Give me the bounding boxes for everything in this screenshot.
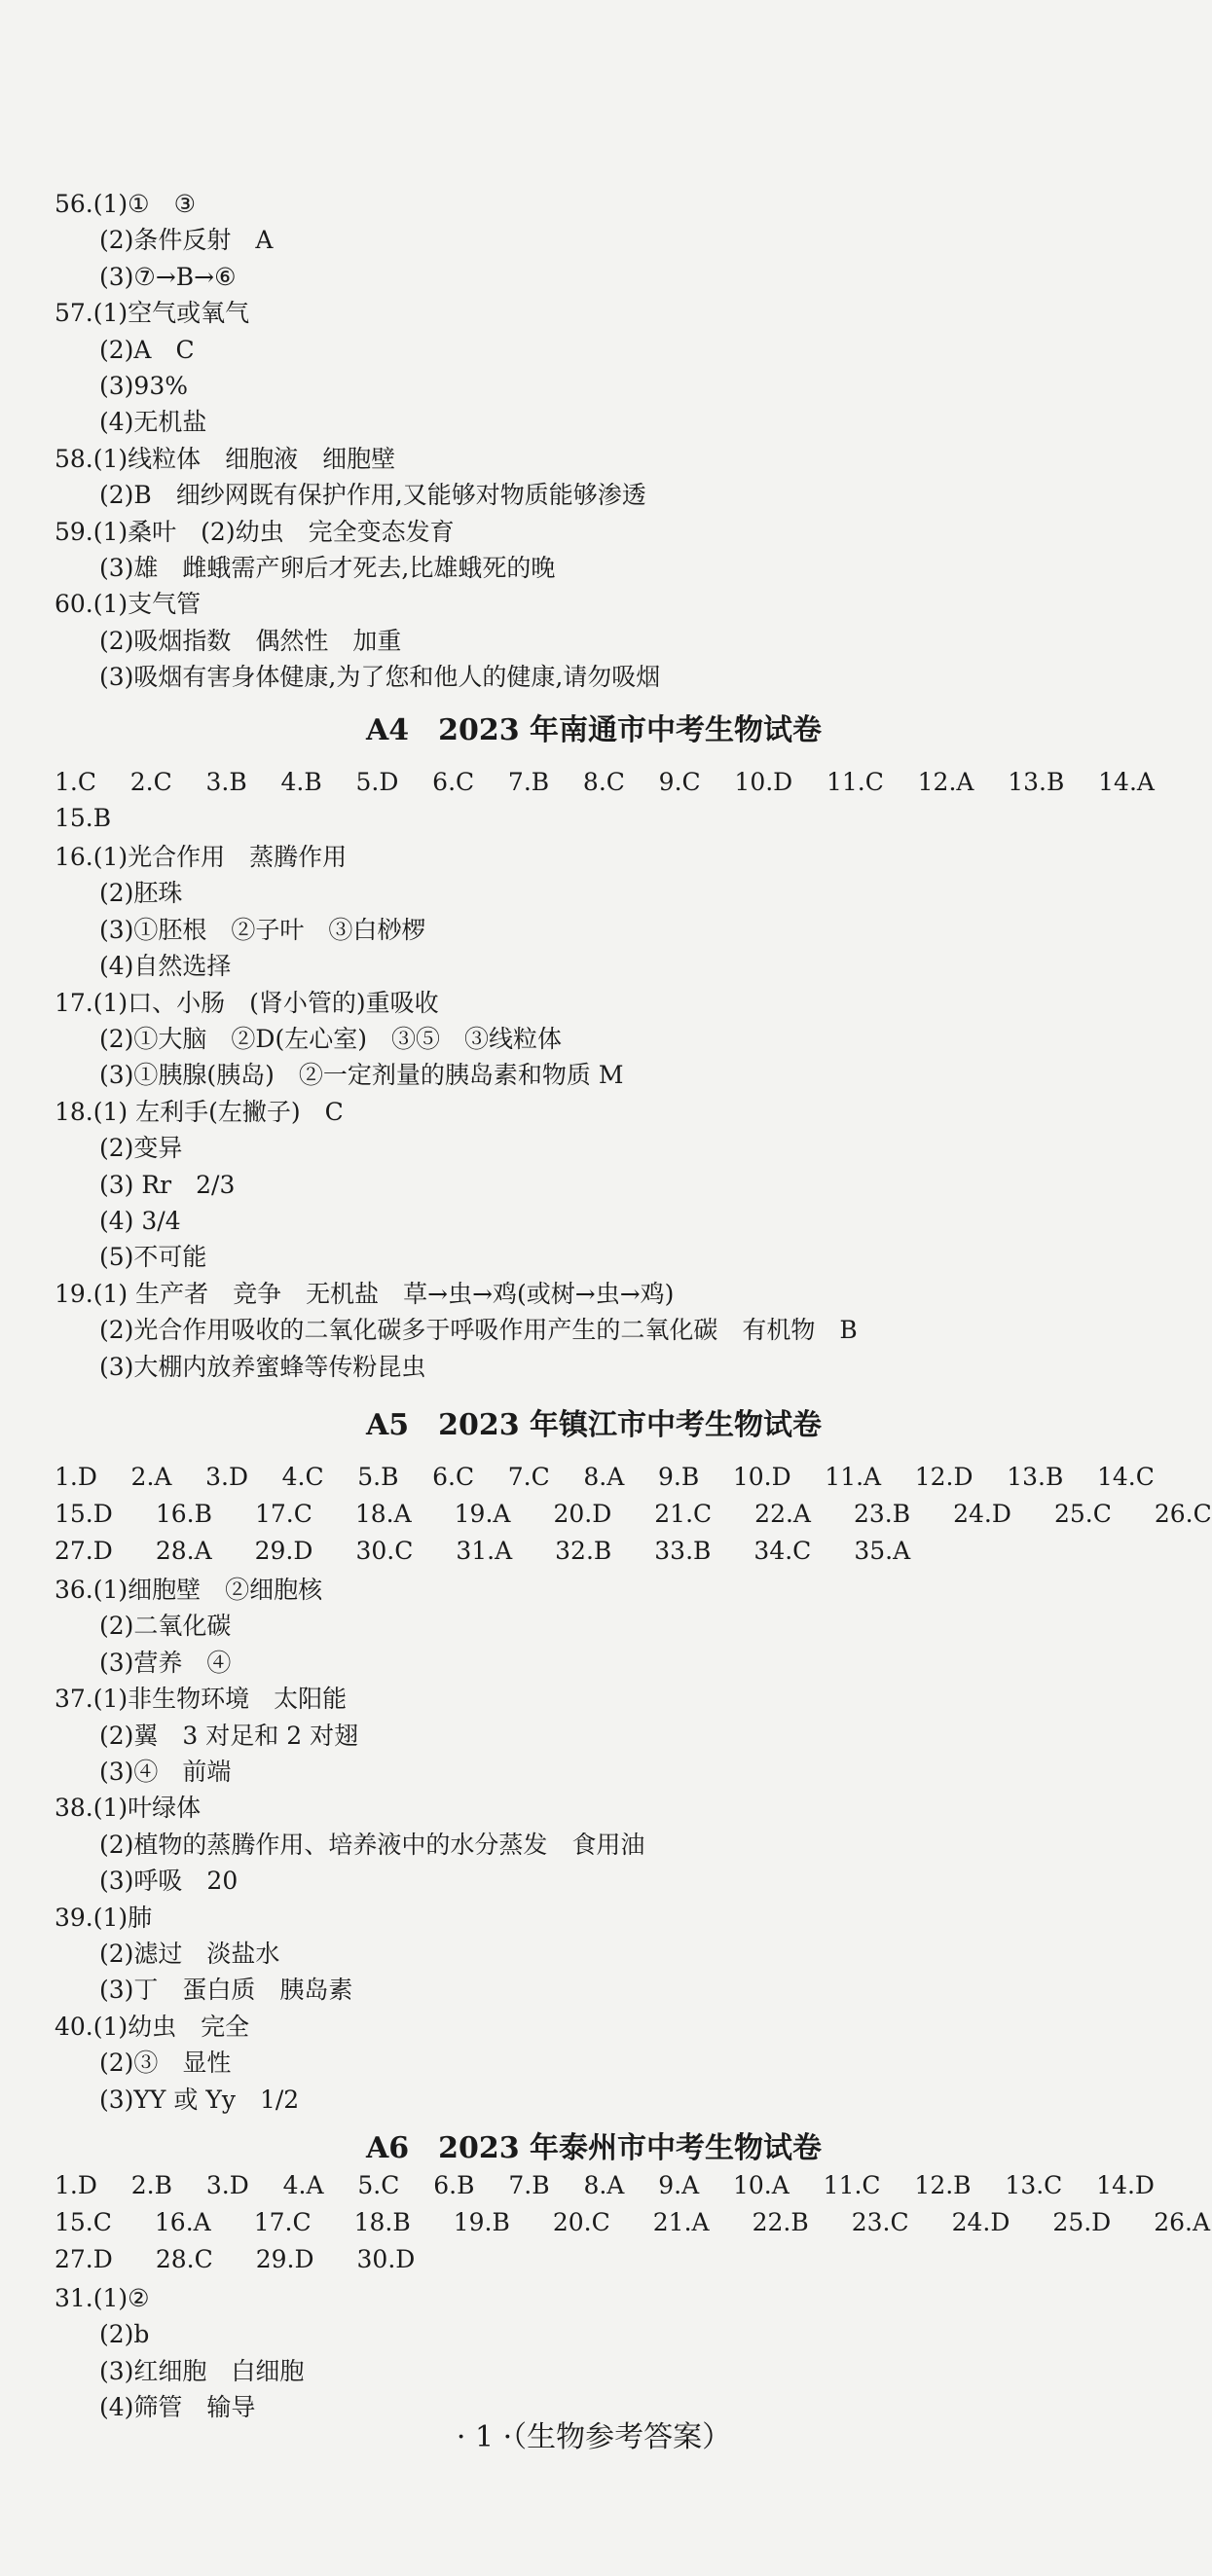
answer-line: (2)二氧化碳	[99, 1612, 232, 1640]
answer-line: (2)B 细纱网既有保护作用,又能够对物质能够渗透	[99, 481, 646, 509]
choice-answer: 15.C	[55, 2208, 112, 2236]
answer-line: (3)④ 前端	[99, 1758, 232, 1786]
choice-answer: 28.A	[155, 1537, 212, 1565]
answer-line: 58.(1)线粒体 细胞液 细胞壁	[55, 445, 396, 473]
choice-answer: 7.B	[507, 768, 550, 796]
choice-answer: 9.A	[658, 2171, 700, 2199]
choice-answer: 24.D	[951, 2208, 1010, 2236]
nantong-choice-row	[55, 801, 1155, 836]
choice-answer: 1.C	[55, 768, 96, 796]
choice-answer: 35.A	[854, 1537, 911, 1565]
taizhou-choice-row	[55, 2168, 1155, 2203]
answer-line: 31.(1)②	[55, 2284, 150, 2312]
choice-answer: 24.D	[953, 1500, 1011, 1528]
choice-answer: 33.B	[654, 1537, 712, 1565]
choice-answer: 23.B	[853, 1500, 911, 1528]
taizhou-choice-row	[55, 2205, 1211, 2240]
choice-answer: 3.D	[205, 2171, 249, 2199]
choice-answer: 3.D	[205, 1463, 249, 1491]
answer-line: 40.(1)幼虫 完全	[55, 2013, 250, 2041]
section-heading-taizhou: A6 2023 年泰州市中考生物试卷	[365, 2131, 823, 2165]
choice-answer: 34.C	[753, 1537, 812, 1565]
choice-answer: 19.B	[453, 2208, 510, 2236]
answer-line: 17.(1)口、小肠 (肾小管的)重吸收	[55, 989, 439, 1017]
answer-line: (4)无机盐	[99, 408, 207, 436]
choice-answer: 19.A	[454, 1500, 511, 1528]
answer-line: 36.(1)细胞壁 ②细胞核	[55, 1576, 323, 1604]
choice-answer: 16.B	[155, 1500, 212, 1528]
answer-line: (5)不可能	[99, 1243, 207, 1271]
choice-answer: 4.B	[280, 768, 322, 796]
answer-line: (3)丁 蛋白质 胰岛素	[99, 1976, 353, 2004]
choice-answer: 6.B	[433, 2171, 475, 2199]
answer-line: (3)①胚根 ②子叶 ③白桫椤	[99, 916, 426, 944]
choice-answer: 16.A	[154, 2208, 211, 2236]
choice-answer: 14.C	[1096, 1463, 1155, 1491]
answer-line: (2)③ 显性	[99, 2049, 232, 2077]
zhenjiang-choice-row	[55, 1460, 1155, 1495]
answer-line: (3)吸烟有害身体健康,为了您和他人的健康,请勿吸烟	[99, 663, 661, 691]
choice-answer: 10.D	[734, 768, 793, 796]
choice-answer: 12.D	[914, 1463, 973, 1491]
choice-answer: 5.B	[357, 1463, 399, 1491]
answer-line: 16.(1)光合作用 蒸腾作用	[55, 843, 348, 871]
answer-line: (4) 3/4	[99, 1207, 181, 1235]
answer-line: (3)雄 雌蛾需产卵后才死去,比雄蛾死的晚	[99, 554, 556, 582]
choice-answer: 13.C	[1005, 2171, 1063, 2199]
choice-answer: 14.A	[1098, 768, 1155, 796]
choice-answer: 27.D	[55, 2245, 113, 2273]
answer-line: 37.(1)非生物环境 太阳能	[55, 1685, 348, 1713]
section-heading-zhenjiang: A5 2023 年镇江市中考生物试卷	[365, 1408, 823, 1442]
choice-answer: 15.D	[55, 1500, 113, 1528]
choice-answer: 1.D	[55, 1463, 97, 1491]
answer-line: 60.(1)支气管	[55, 590, 202, 618]
choice-answer: 4.A	[282, 2171, 324, 2199]
choice-answer: 17.C	[254, 1500, 312, 1528]
choice-answer: 11.A	[825, 1463, 882, 1491]
answer-line: 57.(1)空气或氧气	[55, 299, 250, 327]
answer-line: (2)条件反射 A	[99, 226, 274, 254]
answer-line: (2)光合作用吸收的二氧化碳多于呼吸作用产生的二氧化碳 有机物 B	[99, 1316, 858, 1344]
choice-answer: 2.C	[129, 768, 172, 796]
answer-line: 39.(1)肺	[55, 1904, 153, 1932]
answer-line: (3)①胰腺(胰岛) ②一定剂量的胰岛素和物质 M	[99, 1061, 624, 1089]
choice-answer: 8.A	[583, 2171, 625, 2199]
choice-answer: 13.B	[1008, 768, 1065, 796]
choice-answer: 22.B	[752, 2208, 809, 2236]
choice-answer: 4.C	[281, 1463, 324, 1491]
choice-answer: 1.D	[55, 2171, 97, 2199]
choice-answer: 29.D	[255, 2245, 314, 2273]
choice-answer: 10.D	[732, 1463, 791, 1491]
answer-line: (2)植物的蒸腾作用、培养液中的水分蒸发 食用油	[99, 1831, 645, 1859]
taizhou-choice-row	[55, 2242, 1155, 2277]
zhenjiang-choice-row	[55, 1497, 1212, 1532]
choice-answer: 3.B	[205, 768, 247, 796]
choice-answer: 7.C	[507, 1463, 550, 1491]
choice-answer: 6.C	[432, 1463, 475, 1491]
choice-answer: 9.C	[658, 768, 701, 796]
choice-answer: 28.C	[155, 2245, 213, 2273]
answer-line: (3)YY 或 Yy 1/2	[99, 2086, 300, 2114]
choice-answer: 13.B	[1007, 1463, 1064, 1491]
answer-line: (4)筛管 输导	[99, 2393, 256, 2421]
choice-answer: 29.D	[254, 1537, 313, 1565]
answer-line: (4)自然选择	[99, 952, 232, 980]
choice-answer: 20.D	[553, 1500, 612, 1528]
choice-answer: 9.B	[657, 1463, 700, 1491]
choice-answer: 8.C	[582, 768, 625, 796]
answer-line: (3)营养 ④	[99, 1649, 232, 1677]
zhenjiang-choice-row	[55, 1534, 1155, 1569]
choice-answer: 18.A	[354, 1500, 412, 1528]
answer-line: 18.(1) 左利手(左撇子) C	[55, 1098, 344, 1126]
answer-line: (2)变异	[99, 1134, 183, 1162]
answer-line: (2)A C	[99, 336, 195, 364]
answer-line: (3)⑦→B→⑥	[99, 263, 237, 291]
answer-line: 56.(1)① ③	[55, 190, 196, 218]
choice-answer: 32.B	[555, 1537, 612, 1565]
answer-line: 59.(1)桑叶 (2)幼虫 完全变态发育	[55, 518, 455, 546]
choice-answer: 30.C	[355, 1537, 414, 1565]
answer-line: (3)呼吸 20	[99, 1867, 239, 1895]
answer-line: (2)b	[99, 2320, 150, 2348]
answer-line: (2)滤过 淡盐水	[99, 1940, 280, 1968]
choice-answer: 5.D	[355, 768, 399, 796]
choice-answer: 10.A	[733, 2171, 790, 2199]
choice-answer: 21.A	[652, 2208, 710, 2236]
choice-answer: 2.B	[130, 2171, 172, 2199]
choice-answer: 11.C	[823, 2171, 881, 2199]
choice-answer: 11.C	[826, 768, 884, 796]
choice-answer: 6.C	[432, 768, 475, 796]
choice-answer: 30.D	[356, 2245, 416, 2273]
choice-answer: 14.D	[1096, 2171, 1155, 2199]
answer-line: (2)胚珠	[99, 879, 183, 907]
nantong-choice-row	[55, 765, 1155, 800]
page-footer: · 1 ·（生物参考答案）	[456, 2420, 732, 2454]
choice-answer: 8.A	[583, 1463, 625, 1491]
choice-answer: 18.B	[353, 2208, 411, 2236]
choice-answer: 25.D	[1052, 2208, 1112, 2236]
choice-answer: 22.A	[754, 1500, 811, 1528]
choice-answer: 23.C	[851, 2208, 909, 2236]
answer-line: (2)翼 3 对足和 2 对翅	[99, 1722, 359, 1750]
choice-answer: 20.C	[552, 2208, 610, 2236]
answer-line: 38.(1)叶绿体	[55, 1794, 202, 1822]
choice-answer: 26.C	[1154, 1500, 1212, 1528]
answer-line: 19.(1) 生产者 竞争 无机盐 草→虫→鸡(或树→虫→鸡)	[55, 1280, 675, 1308]
choice-answer: 21.C	[654, 1500, 713, 1528]
choice-answer: 26.A	[1154, 2208, 1211, 2236]
choice-answer: 12.A	[917, 768, 974, 796]
choice-answer: 27.D	[55, 1537, 113, 1565]
answer-line: (3)93%	[99, 372, 188, 400]
section-heading-nantong: A4 2023 年南通市中考生物试卷	[365, 713, 823, 747]
choice-answer: 12.B	[914, 2171, 972, 2199]
answer-line: (2)吸烟指数 偶然性 加重	[99, 627, 402, 655]
answer-line: (3) Rr 2/3	[99, 1171, 236, 1199]
choice-answer: 5.C	[357, 2171, 400, 2199]
choice-answer: 7.B	[508, 2171, 550, 2199]
choice-answer: 17.C	[253, 2208, 312, 2236]
choice-answer: 25.C	[1053, 1500, 1112, 1528]
answer-line: (3)大棚内放养蜜蜂等传粉昆虫	[99, 1353, 426, 1381]
choice-answer: 2.A	[130, 1463, 172, 1491]
choice-answer: 15.B	[55, 804, 112, 832]
answer-line: (3)红细胞 白细胞	[99, 2357, 305, 2385]
choice-answer: 31.A	[456, 1537, 513, 1565]
answer-line: (2)①大脑 ②D(左心室) ③⑤ ③线粒体	[99, 1025, 562, 1053]
